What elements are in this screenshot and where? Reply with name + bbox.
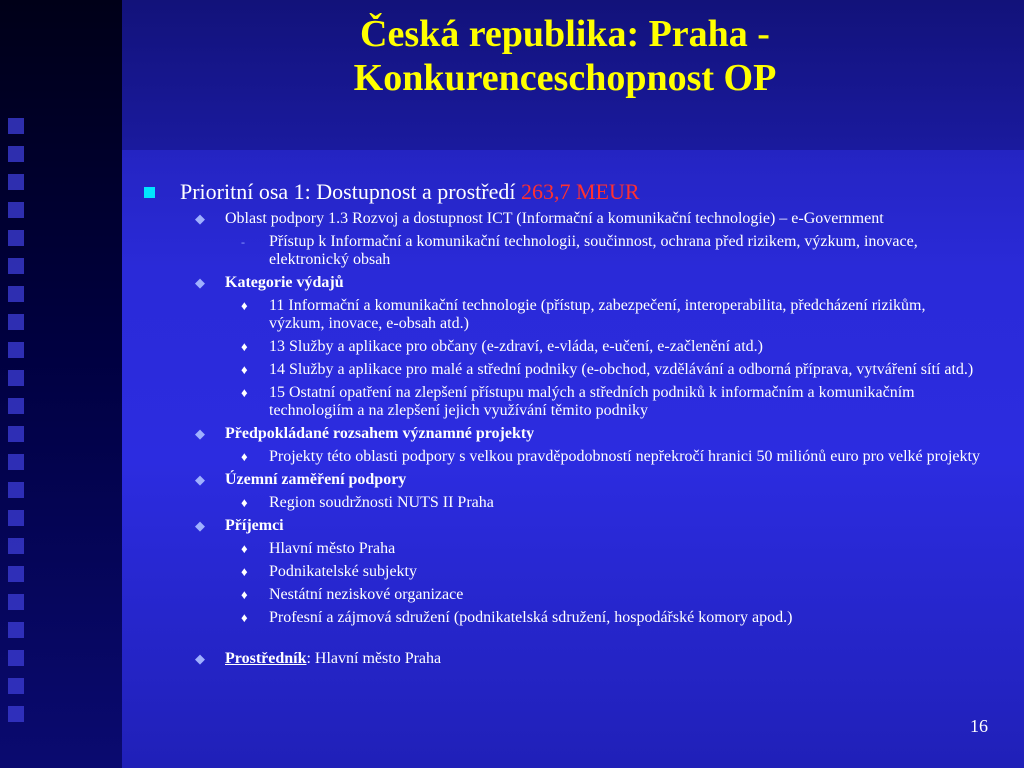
slide-content (140, 178, 980, 673)
projekty-item-text: Projekty této oblasti podpory s velkou pravděpodobností nepřekročí hranici 50 miliónů euro pro velké projekty (269, 448, 980, 465)
diamond-bullet-icon: ◆ (195, 518, 205, 533)
slide-title (200, 12, 930, 100)
list-item (140, 540, 980, 558)
page-number: 16 (970, 716, 988, 736)
prijemci-item-text: Podnikatelské subjekty (269, 563, 417, 580)
prijemci-item-text: Hlavní město Praha (269, 540, 396, 557)
list-item (140, 384, 980, 420)
prijemci-item-text: Profesní a zájmová sdružení (podnikatelská sdružení, hospodářské komory apod.) (269, 609, 793, 626)
diamond-bullet-icon: ♦ (241, 564, 248, 579)
priority-text: Prioritní osa 1: Dostupnost a prostředí (180, 179, 516, 204)
uzemni-bullet (140, 471, 980, 489)
kategorie-heading: Kategorie výdajů (225, 274, 344, 291)
priority-bullet (140, 178, 980, 206)
left-sidebar-band (0, 0, 122, 768)
diamond-bullet-icon: ♦ (241, 449, 248, 464)
kategorie-item-text: 15 Ostatní opatření na zlepšení přístupu malých a středních podniků k informačním a komunikačním technologiím a na zlepšení jejich využívání těmito podniky (269, 384, 915, 419)
list-item (140, 297, 980, 333)
oblast-sub-bullet (140, 233, 980, 269)
prostrednik-value: : Hlavní město Praha (306, 650, 442, 667)
list-item (140, 563, 980, 581)
decorative-squares (8, 118, 28, 734)
diamond-bullet-icon: ♦ (241, 495, 248, 510)
prostrednik-bullet (140, 650, 980, 668)
diamond-bullet-icon: ♦ (241, 362, 248, 377)
prijemci-heading: Příjemci (225, 517, 284, 534)
uzemni-heading: Územní zaměření podpory (225, 471, 407, 488)
oblast-bullet (140, 210, 980, 228)
list-item (140, 448, 980, 466)
diamond-bullet-icon: ♦ (241, 587, 248, 602)
diamond-bullet-icon: ◆ (195, 426, 205, 441)
diamond-bullet-icon: ♦ (241, 298, 248, 313)
prostrednik-label: Prostředník (225, 650, 307, 667)
diamond-bullet-icon: ◆ (195, 472, 205, 487)
kategorie-bullet (140, 274, 980, 292)
oblast-sub-text: Přístup k Informační a komunikační technologii, součinnost, ochrana před rizikem, výzkum, inovace, elektronický obsah (269, 233, 918, 268)
list-item (140, 494, 980, 512)
list-item (140, 338, 980, 356)
diamond-bullet-icon: ◆ (195, 211, 205, 226)
prijemci-item-text: Nestátní neziskové organizace (269, 586, 464, 603)
square-bullet-icon (144, 187, 155, 198)
list-item (140, 586, 980, 604)
uzemni-item-text: Region soudržnosti NUTS II Praha (269, 494, 494, 511)
projekty-bullet (140, 425, 980, 443)
list-item (140, 609, 980, 627)
kategorie-item-text: 13 Služby a aplikace pro občany (e-zdraví, e-vláda, e-učení, e-začlenění atd.) (269, 338, 763, 355)
priority-amount: 263,7 MEUR (520, 179, 640, 204)
diamond-bullet-icon: ♦ (241, 610, 248, 625)
title-line-2: Konkurenceschopnost OP (353, 57, 777, 99)
projekty-heading: Předpokládané rozsahem významné projekty (225, 425, 535, 442)
diamond-bullet-icon: ♦ (241, 541, 248, 556)
diamond-bullet-icon: ◆ (195, 651, 205, 666)
diamond-bullet-icon: ♦ (241, 385, 248, 400)
dash-bullet-icon: - (241, 235, 245, 249)
oblast-text: Oblast podpory 1.3 Rozvoj a dostupnost ICT (Informační a komunikační technologie) – e-Government (225, 210, 884, 227)
title-line-1: Česká republika: Praha - (360, 13, 770, 55)
kategorie-item-text: 11 Informační a komunikační technologie (přístup, zabezpečení, interoperabilita, předcházení rizikům, výzkum, inovace, e-obsah atd.) (269, 297, 926, 332)
diamond-bullet-icon: ♦ (241, 339, 248, 354)
diamond-bullet-icon: ◆ (195, 275, 205, 290)
kategorie-item-text: 14 Služby a aplikace pro malé a střední podniky (e-obchod, vzdělávání a odborná příprava, vytváření sítí atd.) (269, 361, 974, 378)
list-item (140, 361, 980, 379)
prijemci-bullet (140, 517, 980, 535)
